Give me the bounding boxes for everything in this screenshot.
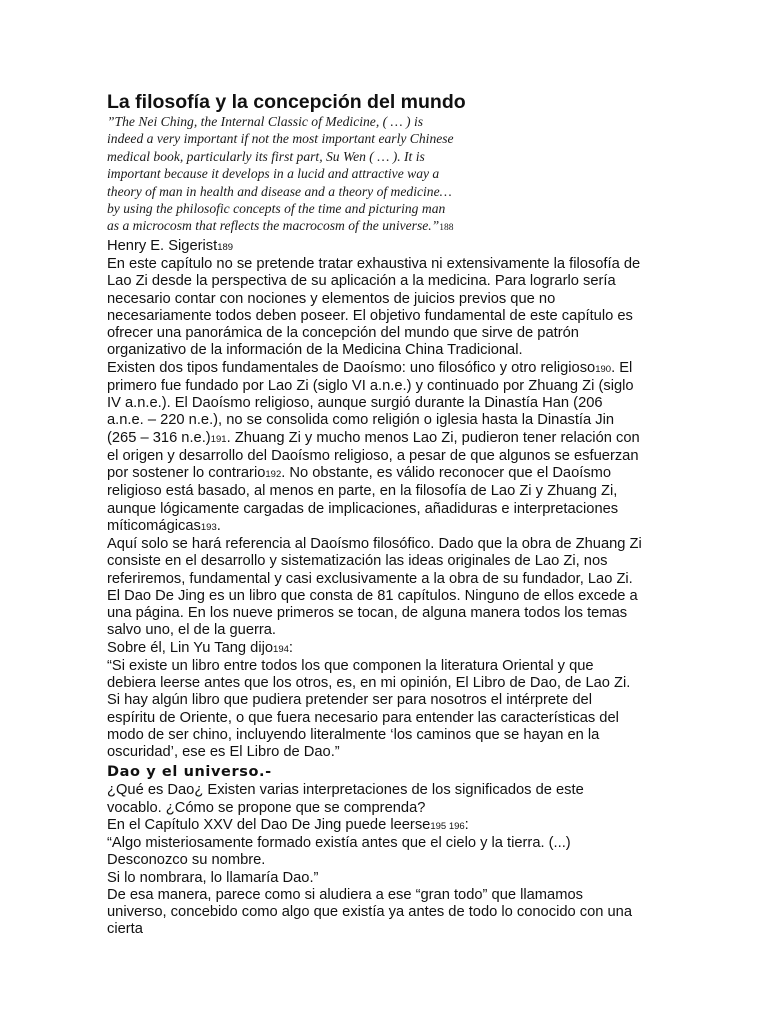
epigraph-quote	[107, 113, 459, 238]
attribution-name: Henry E. Sigerist	[107, 237, 218, 254]
quote-line: Si lo nombrara, lo llamaría Dao.”	[107, 869, 319, 886]
paragraph-text: Existen dos tipos fundamentales de Daoísmo: uno filosófico y otro religioso	[107, 359, 596, 376]
paragraph-text: . Zhuang Zi y mucho menos Lao Zi, pudieron tener relación con el origen y desarrollo del Daoísmo religioso, a pesar de que algunos se esfuerzan por sostener lo contrario	[107, 429, 640, 482]
paragraph-universe: De esa manera, parece como si aludiera a ese “gran todo” que llamamos universo, concebido como algo que existía ya antes de todo lo conocido con una cierta	[107, 886, 633, 938]
epigraph-attribution	[107, 238, 642, 256]
paragraph-philosophical-daoism: Aquí solo se hará referencia al Daoísmo filosófico. Dado que la obra de Zhuang Zi consiste en el desarrollo y sistematización las ideas originales de Lao Zi, nos referiremos, fundamental y casi exclusivamente a la obra de su fundador, Lao Zi.	[107, 536, 642, 587]
paragraph-chapter-xxv	[107, 817, 642, 835]
paragraph-lin-yu-tang-intro	[107, 640, 642, 658]
footnote-marker: 193	[200, 521, 217, 533]
epigraph-text: ”The Nei Ching, the Internal Classic of Medicine, ( … ) is indeed a very important if not the most important early Chinese medical book, particularly its first part, Su Wen ( … ). It is important because it develops in a lucid and attractive way a theory of man in health and disease and a theory of medicine… by using the philosofic concepts of the time and picturing man as a microcosm that reflects the macrocosm of the universe.”	[107, 114, 454, 234]
quote-line: Desconozco su nombre.	[107, 852, 266, 869]
paragraph-daoism-types	[107, 360, 642, 537]
footnote-marker: 192	[265, 469, 282, 481]
paragraph-what-is-dao: ¿Qué es Dao¿ Existen varias interpretaciones de los significados de este vocablo. ¿Cómo se propone que se comprenda?	[107, 782, 584, 816]
footnote-marker: 195 196	[430, 820, 465, 832]
footnote-marker: 190	[595, 363, 612, 375]
paragraph-text: . No obstante, es válido reconocer que el Daoísmo religioso está basado, al menos en parte, en la filosofía de Lao Zi y Zhuang Zi, aunque lógicamente cargadas de implicaciones, añadiduras e interpretaciones míticomágicas	[107, 465, 619, 534]
paragraph-text: Sobre él, Lin Yu Tang dijo	[107, 639, 274, 656]
paragraph-intro: En este capítulo no se pretende tratar exhaustiva ni extensivamente la filosofía de Lao Zi desde la perspectiva de su aplicación a la medicina. Para lograrlo sería necesario contar con nociones y elementos de juicios previos que no necesariamente todos deben poseer. El objetivo fundamental de este capítulo es ofrecer una panorámica de la concepción del mundo que sirve de patrón organizativo de la información de la Medicina China Tradicional.	[107, 256, 641, 359]
paragraph-text: :	[464, 816, 469, 833]
footnote-marker: 191	[210, 433, 227, 445]
paragraph-text: :	[288, 639, 293, 656]
footnote-marker: 189	[217, 241, 234, 253]
paragraph-text: En el Capítulo XXV del Dao De Jing puede leerse	[107, 816, 431, 833]
footnote-marker: 188	[439, 223, 454, 234]
paragraph-lin-yu-tang-quote: “Si existe un libro entre todos los que componen la literatura Oriental y que debiera leerse antes que los otros, es, en mi opinión, El Libro de Dao, de Lao Zi. Si hay algún libro que pudiera pretender ser para nosotros el intérprete del espíritu de Oriente, o que fuera necesario para entender las características del modo de ser chino, incluyendo literalmente ‘los caminos que se hayan en la oscuridad’, ese es El Libro de Dao.”	[107, 657, 631, 761]
document-title: La filosofía y la concepción del mundo	[107, 91, 466, 113]
section-heading: Dao y el universo.-	[107, 764, 272, 781]
document-page	[107, 91, 642, 939]
paragraph-dao-de-jing: El Dao De Jing es un libro que consta de 81 capítulos. Ninguno de ellos excede a una página. En los nueve primeros se tocan, de alguna manera todos los temas salvo uno, el de la guerra.	[107, 587, 638, 639]
footnote-marker: 194	[273, 643, 289, 655]
paragraph-text: .	[216, 517, 221, 534]
quote-line: “Algo misteriosamente formado existía antes que el cielo y la tierra. (...)	[107, 835, 571, 852]
paragraph-text: . El primero fue fundado por Lao Zi (siglo VI a.n.e.) y continuado por Zhuang Zi (siglo IV a.n.e.). El Daoísmo religioso, aunque surgió durante la Dinastía Han (206 a.n.e. – 220 n.e.), no se consolida como religión o iglesia hasta la Dinastía Jin (265 – 316 n.e.)	[107, 359, 634, 446]
